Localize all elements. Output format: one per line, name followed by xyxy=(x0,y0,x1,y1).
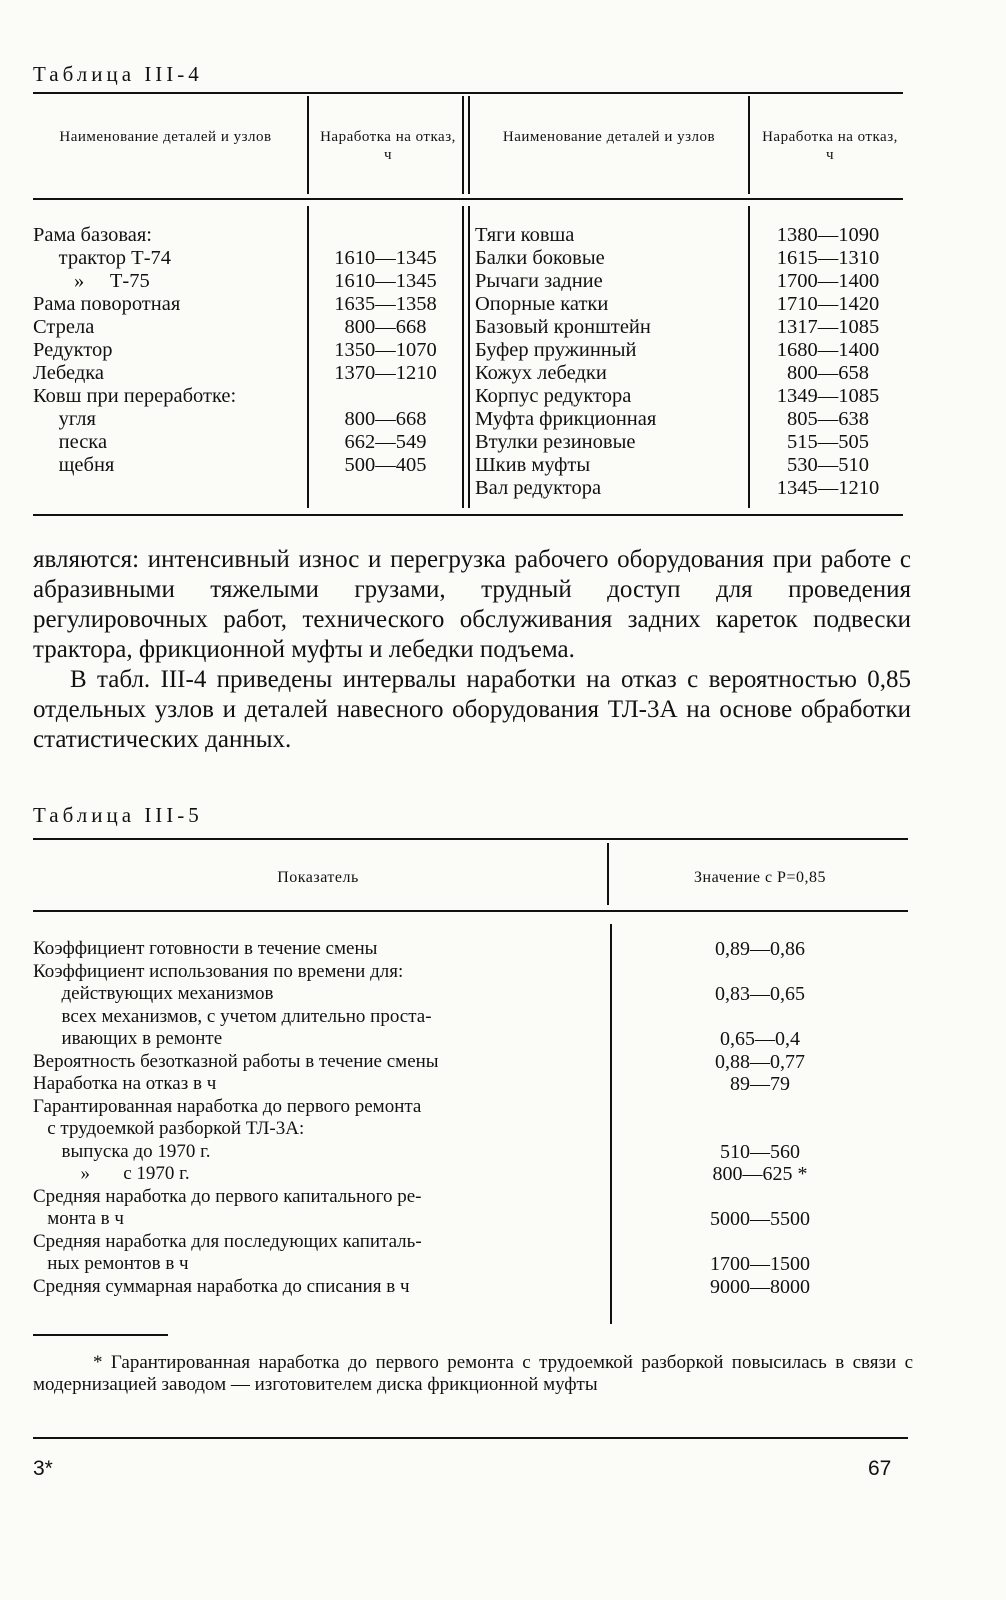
table4-right-value-cell: 1317—1085 xyxy=(776,316,880,338)
table4-left-name-cell: » Т-75 xyxy=(33,270,150,292)
table4-vrule-double xyxy=(462,96,464,194)
table4-right-name-cell: Кожух лебедки xyxy=(475,362,607,384)
table4-left-value-cell: 662—549 xyxy=(344,431,427,453)
table5-label-line: ивающих в ремонте xyxy=(33,1028,223,1049)
table4-right-value-cell: 515—505 xyxy=(787,431,869,453)
signature-mark: 3* xyxy=(33,1457,53,1480)
table4-right-value-cell: 530—510 xyxy=(787,454,869,476)
table5-labels xyxy=(33,938,578,1298)
table4-left-value-cell: 800—668 xyxy=(344,408,427,430)
table4-left-value-cell: 1610—1345 xyxy=(334,247,437,269)
paragraph-continuation: являются: интенсивный износ и перегрузка рабочего оборудования при работе с абразивными тяжелыми грузами, трудный доступ для проведения регулировочных работ, технического обслуживания задних кареток подвески трактора, фрикционной муфты и лебедки подъема. xyxy=(33,546,911,663)
paragraph-table-reference: В табл. III-4 приведены интервалы наработки на отказ с вероятностью 0,85 отдельных узлов и деталей навесного оборудования ТЛ-3А на основе обработки статистических данных. xyxy=(33,666,911,753)
table4-right-name-cell: Балки боковые xyxy=(475,247,605,269)
table4-right-value-cell: 1615—1310 xyxy=(776,247,880,269)
table4-right-name-cell: Тяги ковша xyxy=(475,224,575,246)
table4-right-name-cell: Шкив муфты xyxy=(475,454,591,476)
table4-right-name-cell: Муфта фрикционная xyxy=(475,408,657,430)
table4-top-rule xyxy=(33,92,903,94)
table5-value-line: 1700—1500 xyxy=(710,1253,810,1275)
table4-left-value-cell: 1370—1210 xyxy=(334,362,437,384)
table4-left-name-cell: песка xyxy=(33,431,108,453)
table5-value-line xyxy=(612,1231,908,1254)
table4-header-left-value: Наработка на отказ, ч xyxy=(320,129,456,163)
table4-left-name-cell: Рама поворотная xyxy=(33,293,181,315)
table4-right-name-cell: Втулки резиновые xyxy=(475,431,636,453)
table4-right-values xyxy=(752,224,904,500)
table5-value-line: 0,83—0,65 xyxy=(715,983,805,1005)
table5-vrule xyxy=(607,843,609,905)
footnote: * Гарантированная наработка до первого ремонта с трудоемкой разборкой повысилась в связи с модернизацией заводом — изготовителем диска фрикционной муфты xyxy=(33,1352,913,1395)
table5-value-line: 0,65—0,4 xyxy=(720,1028,800,1050)
table4-left-name-cell: Лебедка xyxy=(33,362,105,384)
table4-right-value-cell: 1680—1400 xyxy=(776,339,880,361)
table4-right-value-cell: 1710—1420 xyxy=(776,293,880,315)
table5-header-rule xyxy=(33,910,908,912)
page-bottom-rule xyxy=(33,1437,908,1439)
table5-values xyxy=(612,938,908,1298)
table4-vrule-double xyxy=(468,206,470,508)
table4-caption: Таблица III-4 xyxy=(33,62,203,86)
table5-label-line: Наработка на отказ в ч xyxy=(33,1073,217,1094)
table5-value-line xyxy=(612,1186,908,1209)
table5-value-line: 9000—8000 xyxy=(710,1275,810,1298)
table4-left-name-cell: Редуктор xyxy=(33,339,113,361)
table4-left-name-cell: трактор Т-74 xyxy=(33,247,172,269)
table5-value-line: 89—79 xyxy=(730,1073,790,1095)
table5-label-line: Коэффициент готовности в течение смены xyxy=(33,938,378,959)
table5-caption: Таблица III-5 xyxy=(33,803,203,827)
table4-right-value-cell: 1700—1400 xyxy=(776,270,880,292)
table5-label-line: Гарантированная наработка до первого ремонта xyxy=(33,1095,422,1117)
table5-label-line: Вероятность безотказной работы в течение смены xyxy=(33,1050,439,1072)
table5-label-line: выпуска до 1970 г. xyxy=(33,1140,211,1162)
page-number: 67 xyxy=(868,1457,892,1480)
table5-value-line xyxy=(612,1006,908,1029)
table5-value-line xyxy=(612,1096,908,1119)
table4-right-name-cell: Корпус редуктора xyxy=(475,385,632,407)
table5-label-line: ных ремонтов в ч xyxy=(33,1253,189,1274)
table4-right-name-cell: Рычаги задние xyxy=(475,270,603,292)
table4-right-value-cell: 1380—1090 xyxy=(776,224,880,246)
table4-vrule xyxy=(748,206,750,508)
table5-label-line: Средняя суммарная наработка до списания в ч xyxy=(33,1275,410,1297)
table5-label-line: всех механизмов, с учетом длительно проста- xyxy=(33,1005,432,1027)
table5-value-line: 0,88—0,77 xyxy=(715,1050,805,1073)
table4-header-right-name: Наименование деталей и узлов xyxy=(502,129,716,145)
table5-label-line: Коэффициент использования по времени для: xyxy=(33,960,404,982)
table4-left-value-cell: 500—405 xyxy=(344,454,427,476)
table4-vrule xyxy=(307,206,309,508)
table4-header-left-name: Наименование деталей и узлов xyxy=(59,129,272,145)
table4-left-name-cell: угля xyxy=(33,408,96,430)
table5-label-line: с трудоемкой разборкой ТЛ-3А: xyxy=(33,1118,305,1139)
table5-header-value: Значение с P=0,85 xyxy=(694,869,826,886)
table4-left-name-cell: Стрела xyxy=(33,316,95,338)
table4-right-value-cell: 1349—1085 xyxy=(776,385,880,407)
table4-vrule xyxy=(307,96,309,194)
table4-left-name-cell: Ковш при переработке: xyxy=(33,385,237,407)
body-text xyxy=(33,545,911,755)
table4-left-values xyxy=(313,224,458,477)
table4-right-name-cell: Базовый кронштейн xyxy=(475,316,651,338)
table4-vrule-double xyxy=(462,206,464,508)
table5-label-line: Средняя наработка для последующих капиталь- xyxy=(33,1230,422,1252)
table4-left-value-cell: 1635—1358 xyxy=(334,293,437,315)
table4-right-name-cell: Опорные катки xyxy=(475,293,609,315)
table4-right-value-cell: 800—658 xyxy=(787,362,869,384)
table5-top-rule xyxy=(33,838,908,840)
table4-right-value-cell: 1345—1210 xyxy=(776,477,880,499)
table5-value-line: 510—560 xyxy=(720,1140,800,1163)
table5-header-label: Показатель xyxy=(277,869,359,886)
table4-left-value-cell xyxy=(313,224,458,247)
table4-header-rule xyxy=(33,198,903,200)
footnote-rule xyxy=(33,1334,168,1336)
table5-label-line: Средняя наработка до первого капитального ре- xyxy=(33,1185,422,1207)
table4-header-right-value: Наработка на отказ, ч xyxy=(762,129,898,163)
table5-label-line: » с 1970 г. xyxy=(33,1163,190,1184)
table5-value-line: 0,89—0,86 xyxy=(715,938,805,960)
table4-left-name-cell: Рама базовая: xyxy=(33,224,152,246)
table4-left-value-cell: 800—668 xyxy=(344,316,427,338)
table4-left-value-cell: 1610—1345 xyxy=(334,270,437,292)
table4-left-name-cell: щебня xyxy=(33,454,115,476)
table5-label-line: действующих механизмов xyxy=(33,983,274,1004)
table4-left-value-cell xyxy=(313,385,458,408)
table4-vrule xyxy=(748,96,750,194)
table5-label-line: монта в ч xyxy=(33,1208,124,1229)
table4-vrule-double xyxy=(468,96,470,194)
table5-value-line xyxy=(612,961,908,984)
table5-value-line xyxy=(612,1118,908,1141)
table4-bottom-rule xyxy=(33,514,903,516)
table4-right-name-cell: Вал редуктора xyxy=(475,477,602,499)
table5-value-line: 5000—5500 xyxy=(710,1208,810,1230)
table4-left-value-cell: 1350—1070 xyxy=(334,339,437,361)
table5-value-line: 800—625 * xyxy=(712,1163,808,1185)
table4-right-name-cell: Буфер пружинный xyxy=(475,339,637,361)
table4-left-names xyxy=(33,224,303,477)
table4-right-value-cell: 805—638 xyxy=(787,408,869,430)
table4-right-names xyxy=(475,224,745,500)
